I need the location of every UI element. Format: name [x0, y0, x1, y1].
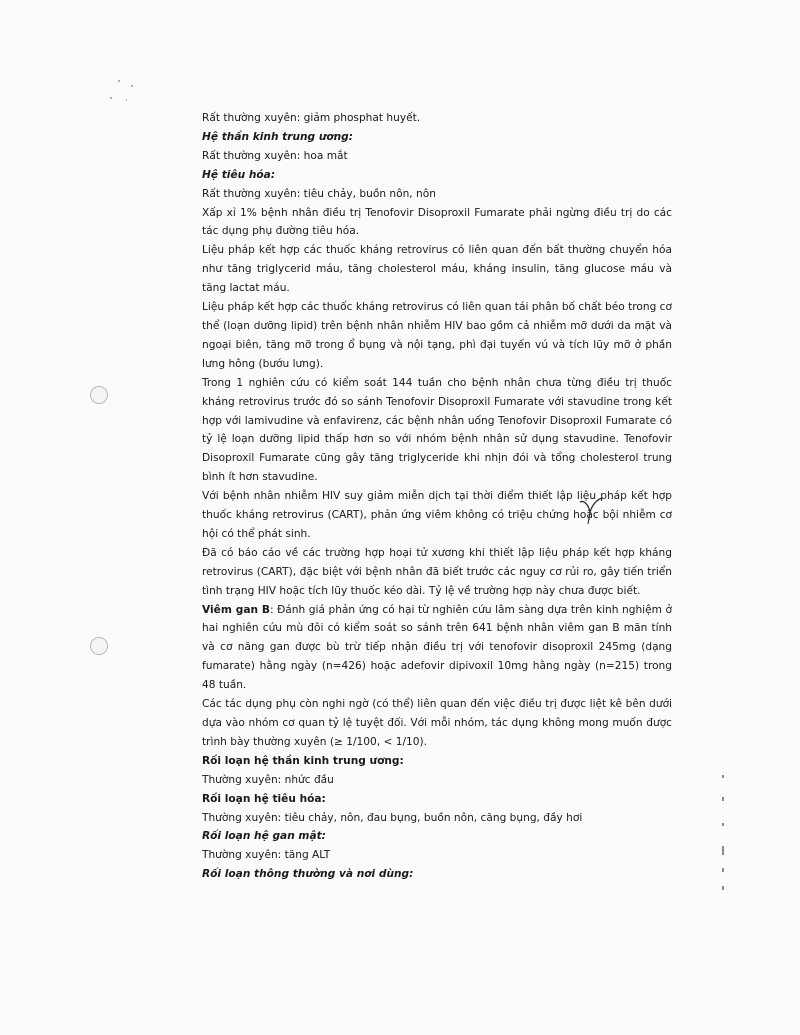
scan-speck [118, 80, 120, 82]
paragraph: Trong 1 nghiên cứu có kiểm soát 144 tuần cho bệnh nhân chưa từng điều trị thuốc kháng retrovirus trước đó so sánh Tenofovir Disoproxil Fumarate với stavudine trong kết hợp với lamivudine và enfavirenz, các bệnh nhân uống Tenofovir Disoproxil Fumarate có tỷ lệ loạn dưỡng lipid thấp hơn so với nhóm bệnh nhân sử dụng stavudine. Tenofovir Disoproxil Fumarate cũng gây tăng triglyceride khi nhịn đói và tổng cholesterol trung bình ít hơn stavudine. [202, 376, 672, 484]
scan-edge-mark [722, 886, 724, 890]
punch-hole-icon [90, 386, 108, 404]
scan-edge-mark [722, 846, 724, 855]
line-text: Thường xuyên: tiêu chảy, nôn, đau bụng, buồn nôn, căng bụng, đầy hơi [202, 811, 583, 824]
line-text: Thường xuyên: tăng ALT [202, 849, 331, 862]
paragraph: Xấp xỉ 1% bệnh nhân điều trị Tenofovir Disoproxil Fumarate phải ngừng điều trị do các tác dụng phụ đường tiêu hóa. [202, 206, 672, 238]
hepatitis-text: : Đánh giá phản ứng có hại từ nghiên cứu lâm sàng dựa trên kinh nghiệm ở hai nghiên cứu mù đôi có kiểm soát so sánh trên 641 bệnh nhân viêm gan B mãn tính và cơ năng gan được bù trừ tiếp nhận điều trị với tenofovir disoproxil 245mg (dạng fumarate) hằng ngày (n=426) hoặc adefovir dipivoxil 10mg hằng ngày (n=215) trong 48 tuần. [202, 603, 672, 692]
scan-speck [126, 99, 127, 101]
scan-edge-mark [722, 823, 724, 826]
hepatitis-paragraph [202, 601, 672, 696]
section-heading: Rối loạn hệ gan mật: [202, 830, 326, 843]
scan-edge-mark [722, 868, 724, 872]
scan-speck [131, 85, 133, 87]
punch-hole-icon [90, 637, 108, 655]
line-text: Rất thường xuyên: tiêu chảy, buồn nôn, nôn [202, 187, 436, 200]
scan-speck [110, 97, 112, 99]
document-body [202, 109, 672, 884]
line-text: Rất thường xuyên: giảm phosphat huyết. [202, 112, 421, 124]
section-heading: Rối loạn hệ tiêu hóa: [202, 792, 326, 805]
line-text: Thường xuyên: nhức đầu [202, 773, 334, 786]
paragraph: Liệu pháp kết hợp các thuốc kháng retrovirus có liên quan đến bất thường chuyển hóa như tăng triglycerid máu, tăng cholesterol máu, kháng insulin, tăng glucose máu và tăng lactat máu. [202, 244, 672, 295]
line-text: Rất thường xuyên: hoa mắt [202, 149, 348, 162]
scan-edge-mark [722, 775, 724, 778]
paragraph: Các tác dụng phụ còn nghi ngờ (có thể) liên quan đến việc điều trị được liệt kê bên dưới dựa vào nhóm cơ quan tỷ lệ tuyệt đối. Với mỗi nhóm, tác dụng không mong muốn được trình bày thường xuyên (≥ 1/100, < 1/10). [202, 698, 672, 748]
section-heading: Rối loạn thông thường và nơi dùng: [202, 868, 414, 881]
paragraph: Đã có báo cáo về các trường hợp hoại tử xương khi thiết lập liệu pháp kết hợp kháng retrovirus (CART), đặc biệt với bệnh nhân đã biết trước các nguy cơ rủi ro, gây tiến triển tình trạng HIV hoặc tích lũy thuốc kéo dài. Tỷ lệ về trường hợp này chưa được biết. [202, 546, 672, 597]
section-heading: Hệ thần kinh trung ương: [202, 130, 353, 143]
paragraph: Với bệnh nhân nhiễm HIV suy giảm miễn dịch tại thời điểm thiết lập liệu pháp kết hợp thuốc kháng retrovirus (CART), phản ứng viêm không có triệu chứng hoặc bội nhiễm cơ hội có thể phát sinh. [202, 490, 672, 540]
scan-edge-mark [722, 797, 724, 801]
paragraph: Liệu pháp kết hợp các thuốc kháng retrovirus có liên quan tái phân bố chất béo trong cơ thể (loạn dưỡng lipid) trên bệnh nhân nhiễm HIV bao gồm cả nhiễm mỡ dưới da mặt và ngoại biên, tăng mỡ trong ổ bụng và nội tạng, phì đại tuyến vú và tích lũy mỡ ở phần lưng hông (bướu lưng). [202, 301, 672, 370]
section-heading: Rối loạn hệ thần kinh trung ương: [202, 754, 404, 767]
section-heading: Hệ tiêu hóa: [202, 168, 276, 181]
hepatitis-lead: Viêm gan B [202, 603, 270, 616]
